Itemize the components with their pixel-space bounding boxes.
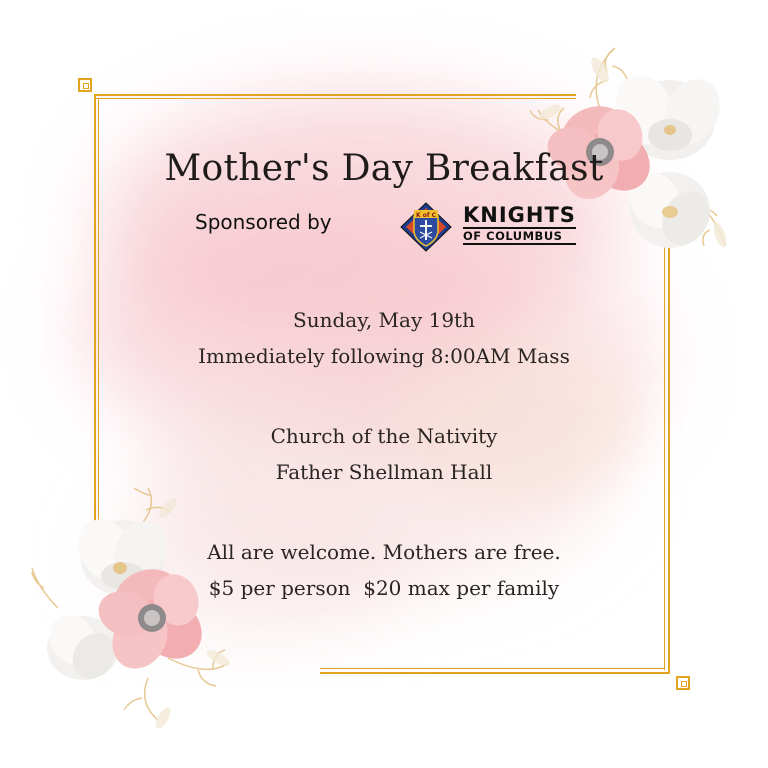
pricing-note: $5 per person $20 max per family — [208, 576, 560, 600]
frame-right-line — [668, 240, 670, 674]
sponsor-label: Sponsored by — [195, 210, 332, 234]
svg-text:K of C: K of C — [416, 212, 436, 219]
event-hall: Father Shellman Hall — [275, 460, 493, 484]
event-time: Immediately following 8:00AM Mass — [198, 344, 570, 368]
sponsor-row — [195, 202, 615, 252]
frame-top-line-inner — [96, 98, 576, 99]
flower-cluster-bottom-left — [28, 488, 248, 728]
frame-top-line — [96, 94, 576, 96]
event-venue: Church of the Nativity — [270, 424, 498, 448]
sponsor-org-name — [463, 204, 576, 245]
event-date: Sunday, May 19th — [293, 308, 475, 332]
frame-corner-top-left — [78, 78, 92, 92]
frame-corner-bottom-right — [676, 676, 690, 690]
frame-bottom-line — [320, 672, 670, 674]
frame-right-line-inner — [664, 240, 665, 670]
knights-of-columbus-emblem-icon — [400, 202, 452, 252]
frame-bottom-line-inner — [320, 668, 665, 669]
page-title: Mother's Day Breakfast — [164, 148, 604, 189]
welcome-note: All are welcome. Mothers are free. — [207, 540, 561, 564]
sponsor-org-line2: OF COLUMBUS — [463, 229, 576, 245]
sponsor-org-line1: KNIGHTS — [463, 203, 576, 227]
